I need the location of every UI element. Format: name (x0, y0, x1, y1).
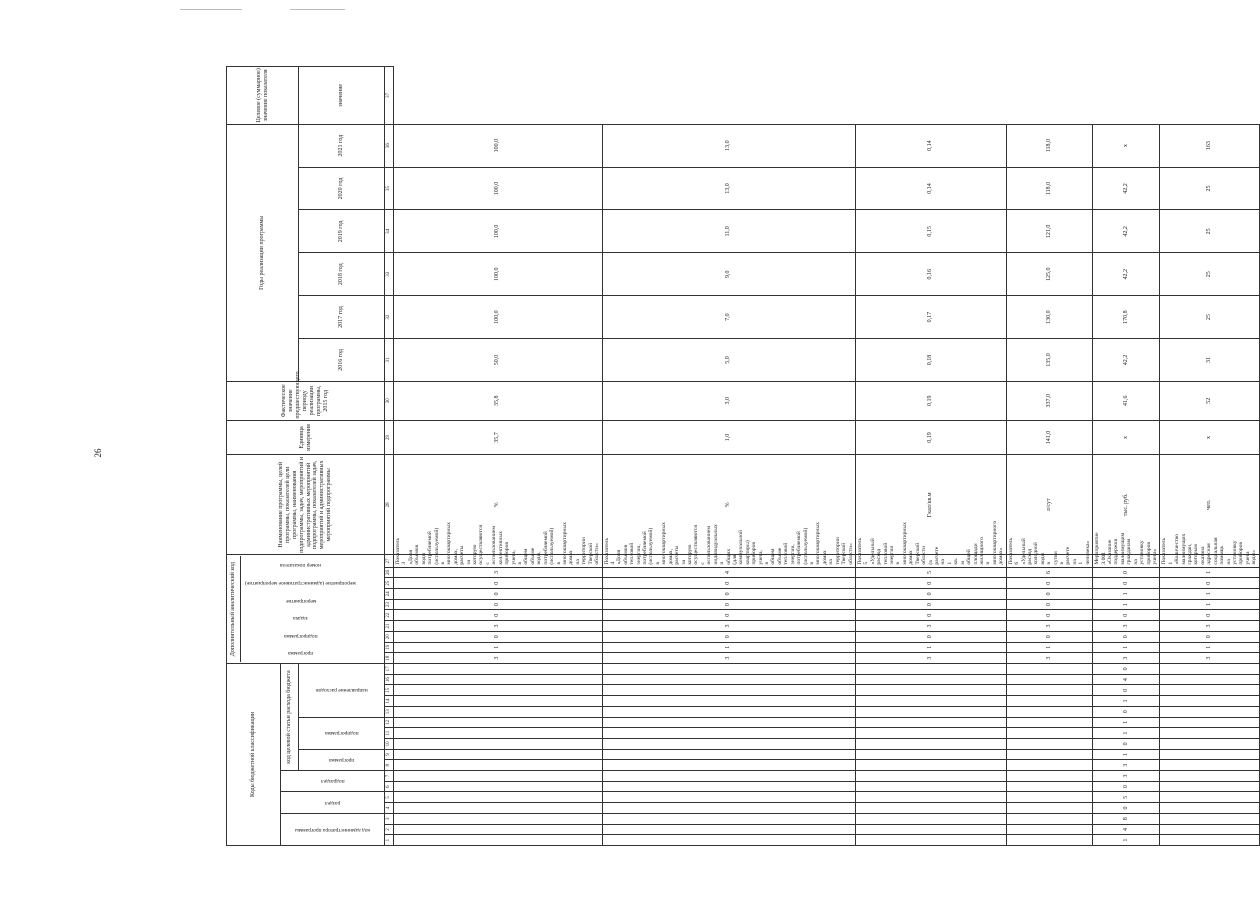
analytic-sublabel-4: мероприятие (285, 597, 317, 604)
index-cell-36: 36 (385, 124, 394, 167)
code-cell-24: 0 (1006, 589, 1092, 600)
code-cell-12: 1 (1093, 717, 1160, 728)
code-cell-13 (855, 706, 1006, 717)
code-cell-13: 0 (1093, 706, 1160, 717)
code-cell-6 (1006, 781, 1092, 792)
code-cell-6 (394, 781, 603, 792)
index-cell-22: 22 (385, 610, 394, 621)
code-cell-20: 0 (1160, 631, 1259, 642)
code-cell-5 (1160, 792, 1259, 803)
index-cell-5: 5 (385, 792, 394, 803)
code-cell-8 (1006, 760, 1092, 771)
code-cell-19: 1 (1160, 642, 1259, 653)
header-target-subprogram (299, 717, 385, 749)
code-cell-9: 1 (1093, 749, 1160, 760)
index-cell-29: 29 (385, 420, 394, 455)
indicator-year-value-1: 3,0 (602, 381, 855, 420)
indicator-year-value-5: 121,0 (1006, 210, 1092, 253)
indicator-year-value-4: 42,2 (1093, 253, 1160, 296)
code-cell-20: 0 (602, 631, 855, 642)
indicator-unit: тыс. руб. (1093, 455, 1160, 555)
code-cell-22: 0 (394, 610, 603, 621)
header-year-5: 2020 год (299, 167, 385, 210)
indicator-base-value: 141,0 (1006, 420, 1092, 455)
indicator-base-value: х (1093, 420, 1160, 455)
code-cell-2 (602, 824, 855, 835)
code-cell-2 (1160, 824, 1259, 835)
code-cell-25: 0 (602, 578, 855, 589)
index-cell-7: 7 (385, 771, 394, 782)
code-cell-24: 0 (602, 589, 855, 600)
indicator-name: Показатель 5 «Удельный расход тепловой энергии в многоквартирных домах Тверской области (в расчете на 1 кв. м общей площади жилищного и многоквартирного домах» (855, 555, 1006, 567)
code-cell-1 (394, 835, 603, 846)
index-cell-18: 18 (385, 653, 394, 664)
analytic-sublabel-6: номер показателя (280, 562, 322, 569)
code-cell-11 (394, 728, 603, 739)
indicator-unit: чел. (1160, 455, 1259, 555)
indicator-year-value-5: 100,0 (394, 210, 603, 253)
index-cell-32: 32 (385, 296, 394, 339)
code-cell-6: 0 (1093, 781, 1160, 792)
code-cell-2 (394, 824, 603, 835)
header-year-6: 2021 год (299, 124, 385, 167)
code-cell-24: 1 (1093, 589, 1160, 600)
code-cell-21: 3 (394, 621, 603, 632)
table-row (1093, 67, 1160, 846)
code-cell-13 (394, 706, 603, 717)
indicator-base-value: 1,0 (602, 420, 855, 455)
code-cell-18: 3 (394, 653, 603, 664)
program-indicators-table (226, 66, 1260, 846)
indicator-year-value-1: 35,8 (394, 381, 603, 420)
code-cell-20: 0 (855, 631, 1006, 642)
code-cell-1 (1160, 835, 1259, 846)
code-cell-7 (1160, 771, 1259, 782)
index-cell-25: 25 (385, 578, 394, 589)
table-row (1160, 67, 1259, 846)
header-base-column: Фактическое значение предшествующего периоду реализации программы, 2015 год (227, 381, 385, 420)
code-cell-1 (1006, 835, 1092, 846)
index-cell-19: 19 (385, 642, 394, 653)
code-cell-10 (1006, 738, 1092, 749)
code-cell-23: 1 (1093, 599, 1160, 610)
code-cell-20: 0 (394, 631, 603, 642)
code-cell-3 (1160, 813, 1259, 824)
code-cell-26: 6 (1006, 567, 1092, 578)
code-cell-23: 1 (1160, 599, 1259, 610)
code-cell-4 (602, 803, 855, 814)
code-cell-11 (1006, 728, 1092, 739)
code-cell-3 (394, 813, 603, 824)
code-cell-19: 1 (602, 642, 855, 653)
index-cell-6: 6 (385, 781, 394, 792)
code-cell-19: 1 (394, 642, 603, 653)
indicator-name: Показатель 1 «Количество малоимущих граждан, которым оказана адресная социальная помощь на установку приборов учета воды» (1160, 555, 1259, 567)
indicator-year-value-6: 25 (1160, 167, 1259, 210)
code-cell-9 (855, 749, 1006, 760)
code-cell-8 (394, 760, 603, 771)
analytic-sublabel-5: мероприятие (административное мероприятие) (245, 579, 357, 586)
code-cell-5 (394, 792, 603, 803)
index-cell-33: 33 (385, 253, 394, 296)
code-cell-15 (855, 685, 1006, 696)
code-cell-17: 0 (1093, 663, 1160, 674)
code-cell-6 (855, 781, 1006, 792)
code-cell-14 (1006, 696, 1092, 707)
code-cell-4 (394, 803, 603, 814)
code-cell-2: 4 (1093, 824, 1160, 835)
indicator-year-value-4: 100,0 (394, 253, 603, 296)
code-cell-17 (394, 663, 603, 674)
code-cell-10 (394, 738, 603, 749)
indicator-year-value-1: 337,0 (1006, 381, 1092, 420)
index-cell-11: 11 (385, 728, 394, 739)
indicator-name: Показатель 6 «Удельный расход холодной воды в сутки в расчете на 1 человека» (1006, 555, 1092, 567)
code-cell-5: 5 (1093, 792, 1160, 803)
indicator-year-value-3: 170,8 (1093, 296, 1160, 339)
code-cell-15 (602, 685, 855, 696)
code-cell-23: 0 (394, 599, 603, 610)
indicator-year-value-1: 52 (1160, 381, 1259, 420)
code-cell-19: 1 (1093, 642, 1160, 653)
indicator-year-value-5: 0,15 (855, 210, 1006, 253)
code-cell-14 (394, 696, 603, 707)
index-cell-17: 17 (385, 663, 394, 674)
index-cell-4: 4 (385, 803, 394, 814)
indicator-target-value: 0,14 (855, 124, 1006, 167)
indicator-year-value-6: 100,0 (394, 167, 603, 210)
code-cell-8: 3 (1093, 760, 1160, 771)
code-cell-19: 1 (1006, 642, 1092, 653)
indicator-year-value-1: 0,19 (855, 381, 1006, 420)
code-cell-12 (602, 717, 855, 728)
indicator-year-value-1: 41,6 (1093, 381, 1160, 420)
code-cell-6 (602, 781, 855, 792)
header-target-program-text: программа (328, 757, 355, 764)
indicator-target-value: 163 (1160, 124, 1259, 167)
indicator-target-value: х (1093, 124, 1160, 167)
code-cell-8 (602, 760, 855, 771)
code-cell-4: 0 (1093, 803, 1160, 814)
scan-mark-left (180, 9, 242, 10)
code-cell-16 (394, 674, 603, 685)
index-cell-16: 16 (385, 674, 394, 685)
code-cell-19: 1 (855, 642, 1006, 653)
code-cell-22: 0 (1093, 610, 1160, 621)
code-cell-12 (1006, 717, 1092, 728)
header-target-code-group: код целевой статьи расхода бюджета (281, 663, 299, 770)
indicator-year-value-6: 118,0 (1006, 167, 1092, 210)
code-cell-3 (1006, 813, 1092, 824)
header-analytic-code-title: Дополнительный аналитический код (227, 556, 241, 662)
index-cell-37: 37 (385, 67, 394, 125)
indicator-name: Показатель 4 «Доля объемов тепловой энергии, потребляемой (используемой) в многоквартирных домах, расчеты за которую осуществляются с использованием индивидуальных и общих (для коммунальной квартиры) приборов учета, в общем объеме тепловой энергии, потребляемой (используемой) в многоквартирных домах на территории Тверской области» (602, 555, 855, 567)
header-year-3: 2018 год (299, 253, 385, 296)
code-cell-24: 0 (855, 589, 1006, 600)
code-cell-9 (602, 749, 855, 760)
code-cell-9 (394, 749, 603, 760)
code-cell-21: 3 (1093, 621, 1160, 632)
code-cell-18: 3 (602, 653, 855, 664)
indicator-year-value-4: 9,0 (602, 253, 855, 296)
code-cell-10 (855, 738, 1006, 749)
code-cell-7 (1006, 771, 1092, 782)
code-cell-16 (602, 674, 855, 685)
code-cell-25: 0 (855, 578, 1006, 589)
index-cell-14: 14 (385, 696, 394, 707)
analytic-sublabel-3: задача (293, 615, 309, 622)
code-cell-6 (1160, 781, 1259, 792)
code-cell-16: 4 (1093, 674, 1160, 685)
code-cell-11 (1160, 728, 1259, 739)
code-cell-4 (1006, 803, 1092, 814)
index-cell-8: 8 (385, 760, 394, 771)
code-cell-11 (602, 728, 855, 739)
index-cell-20: 20 (385, 631, 394, 642)
code-cell-18: 3 (1006, 653, 1092, 664)
code-cell-20: 0 (1093, 631, 1160, 642)
code-cell-16 (1006, 674, 1092, 685)
indicator-target-value: 100,0 (394, 124, 603, 167)
indicator-year-value-6: 42,2 (1093, 167, 1160, 210)
page-number: 26 (93, 448, 103, 458)
indicator-year-value-2: 42,2 (1093, 339, 1160, 382)
code-cell-7: 3 (1093, 771, 1160, 782)
indicator-year-value-6: 0,14 (855, 167, 1006, 210)
indicator-year-value-2: 5,0 (602, 339, 855, 382)
code-cell-9 (1006, 749, 1092, 760)
code-cell-13 (1006, 706, 1092, 717)
table-row (1006, 67, 1092, 846)
index-cell-3: 3 (385, 813, 394, 824)
code-cell-14 (602, 696, 855, 707)
code-cell-25: 0 (1006, 578, 1092, 589)
code-cell-15 (394, 685, 603, 696)
index-cell-24: 24 (385, 589, 394, 600)
indicator-year-value-4: 0,16 (855, 253, 1006, 296)
index-cell-21: 21 (385, 621, 394, 632)
index-cell-23: 23 (385, 599, 394, 610)
indicator-year-value-4: 25 (1160, 253, 1259, 296)
code-cell-25: 0 (1160, 578, 1259, 589)
code-cell-17 (602, 663, 855, 674)
code-cell-17 (855, 663, 1006, 674)
indicator-unit: % (602, 455, 855, 555)
index-cell-1: 1 (385, 835, 394, 846)
code-cell-21: 3 (1006, 621, 1092, 632)
indicator-year-value-5: 11,0 (602, 210, 855, 253)
header-target-group: Целевое (суммарное) значение показателя (227, 67, 299, 125)
code-cell-23: 0 (855, 599, 1006, 610)
code-cell-14 (855, 696, 1006, 707)
code-cell-22: 0 (1160, 610, 1259, 621)
header-name-column: Наименование программы, целей программы, показателей цели программы, наименования подпрограммы, задач, мероприятий и административных мероприятий подпрограммы, показателей задач, мероприятий и административных мероприятий подпрограммы (227, 455, 385, 555)
indicator-unit: % (394, 455, 603, 555)
rotated-table-area (226, 66, 1258, 846)
table-row (602, 67, 855, 846)
index-cell-26: 26 (385, 567, 394, 578)
indicator-target-value: 13,0 (602, 124, 855, 167)
index-cell-12: 12 (385, 717, 394, 728)
index-cell-13: 13 (385, 706, 394, 717)
header-section (281, 792, 385, 813)
index-cell-27: 27 (385, 555, 394, 567)
index-cell-35: 35 (385, 167, 394, 210)
index-cell-2: 2 (385, 824, 394, 835)
code-cell-7 (394, 771, 603, 782)
code-cell-24: 0 (394, 589, 603, 600)
indicator-name: Мероприятие 3.001 «Оказание поддержки малоимущим гражданам на установку приборов учета» (1093, 555, 1160, 567)
table-row (855, 67, 1006, 846)
code-cell-5 (855, 792, 1006, 803)
code-cell-15 (1006, 685, 1092, 696)
code-cell-12 (394, 717, 603, 728)
indicator-name: Показатель 3 «Доля объемов воды потребляемой (используемой) в многоквартирных домах, расчеты за которую осуществляются с использованием коллективных приборов учета, в общем объеме воды, потребляемой (используемой) в многоквартирных домах на территории Тверской области» (394, 555, 603, 567)
code-cell-21: 3 (602, 621, 855, 632)
code-cell-22: 0 (1006, 610, 1092, 621)
indicator-year-value-3: 100,0 (394, 296, 603, 339)
table-row (394, 67, 603, 846)
code-cell-8 (855, 760, 1006, 771)
indicator-target-value: 118,0 (1006, 124, 1092, 167)
code-cell-20: 0 (1006, 631, 1092, 642)
code-cell-15 (1160, 685, 1259, 696)
code-cell-9 (1160, 749, 1259, 760)
indicator-year-value-3: 0,17 (855, 296, 1006, 339)
code-cell-23: 0 (602, 599, 855, 610)
indicator-base-value: х (1160, 420, 1259, 455)
code-cell-1 (855, 835, 1006, 846)
code-cell-16 (855, 674, 1006, 685)
indicator-base-value: 0,19 (855, 420, 1006, 455)
scan-mark-right (290, 9, 345, 10)
indicator-year-value-3: 130,0 (1006, 296, 1092, 339)
code-cell-3 (602, 813, 855, 824)
code-cell-26: 4 (602, 567, 855, 578)
indicator-base-value: 35,7 (394, 420, 603, 455)
code-cell-18: 3 (855, 653, 1006, 664)
code-cell-26: 5 (855, 567, 1006, 578)
code-cell-25: 0 (394, 578, 603, 589)
code-cell-14: 1 (1093, 696, 1160, 707)
header-admin-code-text: код администратора программы (295, 826, 370, 833)
analytic-sublabel-2: подпрограмма (284, 632, 318, 639)
header-budget-classification: Коды бюджетной классификации (227, 663, 281, 845)
indicator-year-value-3: 7,0 (602, 296, 855, 339)
code-cell-17 (1006, 663, 1092, 674)
indicator-year-value-3: 25 (1160, 296, 1259, 339)
code-cell-11 (855, 728, 1006, 739)
code-cell-3: 8 (1093, 813, 1160, 824)
code-cell-4 (855, 803, 1006, 814)
header-target-subprogram-text: подпрограмма (324, 730, 359, 737)
indicator-year-value-4: 125,0 (1006, 253, 1092, 296)
indicator-unit: Гкал/кв.м (855, 455, 1006, 555)
code-cell-26: 0 (1093, 567, 1160, 578)
header-years-group: Годы реализации программы (227, 124, 299, 381)
code-cell-11: 1 (1093, 728, 1160, 739)
code-cell-1: 1 (1093, 835, 1160, 846)
header-year-2: 2017 год (299, 296, 385, 339)
code-cell-24: 1 (1160, 589, 1259, 600)
header-section-text: раздел (324, 799, 341, 806)
code-cell-13 (602, 706, 855, 717)
code-cell-23: 0 (1006, 599, 1092, 610)
code-cell-13 (1160, 706, 1259, 717)
code-cell-18: 3 (1093, 653, 1160, 664)
code-cell-10 (1160, 738, 1259, 749)
indicator-year-value-2: 135,0 (1006, 339, 1092, 382)
header-year-4: 2019 год (299, 210, 385, 253)
code-cell-25: 0 (1093, 578, 1160, 589)
index-cell-15: 15 (385, 685, 394, 696)
header-target-value: значение (299, 67, 385, 125)
indicator-unit: л/сут (1006, 455, 1092, 555)
code-cell-5 (602, 792, 855, 803)
header-subsection-text: подраздел (320, 778, 345, 785)
code-cell-22: 0 (602, 610, 855, 621)
index-cell-30: 30 (385, 381, 394, 420)
code-cell-7 (602, 771, 855, 782)
indicator-year-value-6: 13,0 (602, 167, 855, 210)
header-subsection (281, 771, 385, 792)
index-cell-34: 34 (385, 210, 394, 253)
code-cell-8 (1160, 760, 1259, 771)
header-target-direction (299, 663, 385, 717)
code-cell-2 (1006, 824, 1092, 835)
header-unit-column: Единица измерения (227, 420, 385, 455)
code-cell-21: 3 (1160, 621, 1259, 632)
code-cell-18: 3 (1160, 653, 1259, 664)
code-cell-3 (855, 813, 1006, 824)
code-cell-10 (602, 738, 855, 749)
header-analytic-code (227, 555, 385, 664)
header-year-1: 2016 год (299, 339, 385, 382)
indicator-year-value-2: 50,0 (394, 339, 603, 382)
code-cell-10: 0 (1093, 738, 1160, 749)
code-cell-4 (1160, 803, 1259, 814)
code-cell-12 (855, 717, 1006, 728)
code-cell-12 (1160, 717, 1259, 728)
code-cell-26: 1 (1160, 567, 1259, 578)
code-cell-15: 0 (1093, 685, 1160, 696)
indicator-year-value-5: 42,2 (1093, 210, 1160, 253)
header-target-program (299, 749, 385, 770)
indicator-year-value-5: 25 (1160, 210, 1259, 253)
code-cell-17 (1160, 663, 1259, 674)
indicator-year-value-2: 31 (1160, 339, 1259, 382)
code-cell-16 (1160, 674, 1259, 685)
analytic-sublabels (241, 556, 361, 662)
code-cell-21: 3 (855, 621, 1006, 632)
index-cell-28: 28 (385, 455, 394, 555)
index-cell-9: 9 (385, 749, 394, 760)
index-cell-31: 31 (385, 339, 394, 382)
code-cell-22: 0 (855, 610, 1006, 621)
header-target-direction-text: направление расходов (315, 687, 368, 694)
code-cell-1 (602, 835, 855, 846)
code-cell-7 (855, 771, 1006, 782)
code-cell-26: 3 (394, 567, 603, 578)
analytic-sublabel-1: программа (288, 650, 314, 657)
code-cell-2 (855, 824, 1006, 835)
code-cell-14 (1160, 696, 1259, 707)
index-cell-10: 10 (385, 738, 394, 749)
code-cell-5 (1006, 792, 1092, 803)
indicator-year-value-2: 0,18 (855, 339, 1006, 382)
header-admin-code (281, 813, 385, 845)
